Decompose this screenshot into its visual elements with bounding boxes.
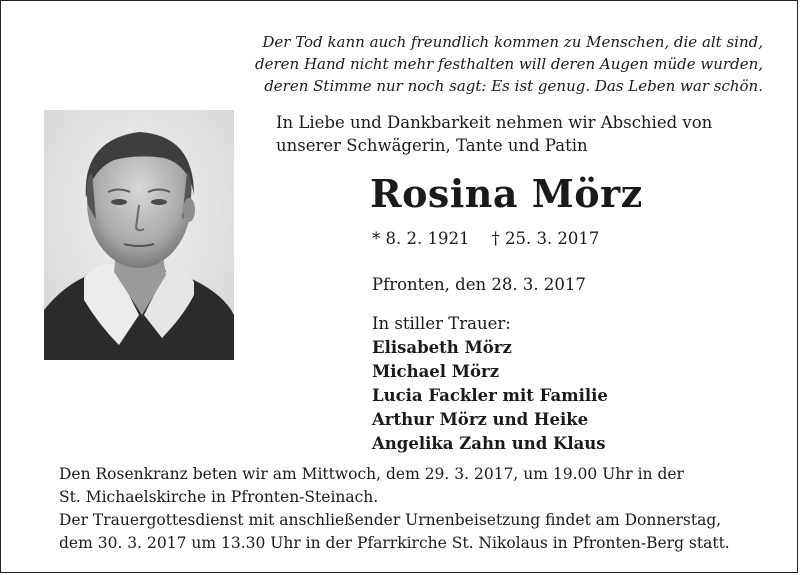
mourner-name: Michael Mörz bbox=[372, 362, 500, 381]
mourners-list bbox=[372, 312, 608, 456]
birth-date: * 8. 2. 1921 bbox=[372, 229, 470, 248]
footer-line: Der Trauergottesdienst mit anschließender Urnenbeisetzung findet am Donnerstag, bbox=[59, 511, 722, 529]
intro-line: unserer Schwägerin, Tante und Patin bbox=[276, 136, 588, 155]
quote-line: deren Stimme nur noch sagt: Es ist genug. Das Leben war schön. bbox=[264, 77, 763, 95]
mourner-name: Arthur Mörz und Heike bbox=[372, 410, 589, 429]
quote-line: deren Hand nicht mehr festhalten will deren Augen müde wurden, bbox=[255, 55, 763, 73]
deceased-name: Rosina Mörz bbox=[370, 171, 643, 216]
intro-line: In Liebe und Dankbarkeit nehmen wir Abschied von bbox=[276, 113, 713, 132]
footer-line: dem 30. 3. 2017 um 13.30 Uhr in der Pfarrkirche St. Nikolaus in Pfronten-Berg statt. bbox=[59, 534, 730, 552]
mourners-heading: In stiller Trauer: bbox=[372, 314, 511, 333]
portrait-illustration bbox=[44, 110, 234, 360]
life-dates bbox=[372, 229, 599, 248]
intro-text bbox=[276, 111, 712, 157]
footer-line: Den Rosenkranz beten wir am Mittwoch, dem 29. 3. 2017, um 19.00 Uhr in der bbox=[59, 465, 684, 483]
poem-quote bbox=[233, 31, 763, 97]
portrait-photo bbox=[44, 110, 234, 360]
death-date: † 25. 3. 2017 bbox=[491, 229, 600, 248]
footer-line: St. Michaelskirche in Pfronten-Steinach. bbox=[59, 488, 379, 506]
mourner-name: Elisabeth Mörz bbox=[372, 338, 512, 357]
mourner-name: Lucia Fackler mit Familie bbox=[372, 386, 608, 405]
service-details bbox=[59, 463, 759, 555]
place-and-date: Pfronten, den 28. 3. 2017 bbox=[372, 275, 586, 294]
quote-line: Der Tod kann auch freundlich kommen zu Menschen, die alt sind, bbox=[262, 33, 763, 51]
mourner-name: Angelika Zahn und Klaus bbox=[372, 434, 606, 453]
